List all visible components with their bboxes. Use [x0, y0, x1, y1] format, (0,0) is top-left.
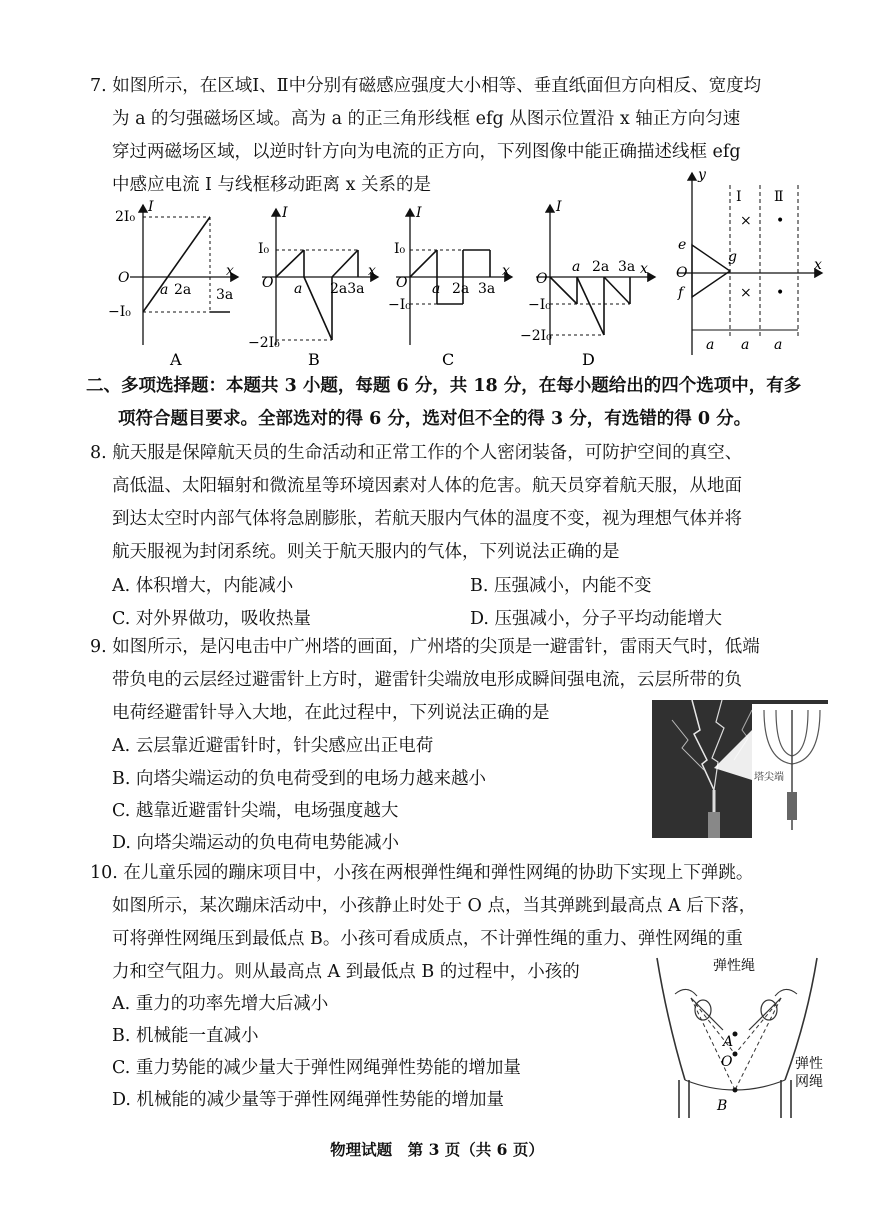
graph-c-tick-3a: 3a	[478, 281, 496, 297]
graph-a-option-label: A	[170, 350, 182, 369]
q9-option-b[interactable]: B. 向塔尖端运动的负电荷受到的电场力越来越小	[112, 769, 486, 789]
q10-option-c[interactable]: C. 重力势能的减少量大于弹性网绳弹性势能的增加量	[112, 1058, 521, 1078]
field-cross-bottom: ×	[740, 285, 752, 301]
graph-b	[248, 205, 378, 369]
graph-a-axis-x: x	[226, 263, 234, 279]
q10-option-a[interactable]: A. 重力的功率先增大后减小	[112, 994, 329, 1014]
q7-line-1: 7. 如图所示，在区域Ⅰ、Ⅱ中分别有磁感应强度大小相等、垂直纸面但方向相反、宽度均	[90, 76, 762, 96]
figure-point-b: B	[717, 1098, 728, 1114]
graph-d-axis-x: x	[640, 261, 648, 277]
q9-option-a[interactable]: A. 云层靠近避雷针时，针尖感应出正电荷	[112, 736, 434, 756]
graph-a-tick-3a: 3a	[216, 287, 234, 303]
field-width-a-1: a	[706, 337, 715, 353]
field-vertex-f: f	[678, 285, 684, 301]
figure-label-elastic-rope: 弹性绳	[713, 958, 755, 974]
section-2-header	[86, 370, 830, 436]
figure-label-net-2: 网绳	[795, 1074, 823, 1090]
field-region-2: Ⅱ	[774, 189, 784, 205]
field-width-a-3: a	[774, 337, 783, 353]
q9-option-d[interactable]: D. 向塔尖端运动的负电荷电势能减小	[112, 833, 400, 853]
q9-line-1: 9. 如图所示，是闪电击中广州塔的画面，广州塔的尖顶是一避雷针，雷雨天气时，低端	[90, 637, 760, 657]
graph-a-label-neg-i0: −I₀	[108, 304, 131, 320]
field-dot-top: •	[776, 213, 785, 229]
q7-field-diagram	[670, 165, 830, 365]
q10-option-d[interactable]: D. 机械能的减少量等于弹性网绳弹性势能的增加量	[112, 1090, 505, 1110]
graph-c-tick-a: a	[432, 281, 441, 297]
graph-c	[388, 205, 512, 369]
field-axis-y: y	[698, 167, 706, 183]
graph-a	[108, 199, 238, 369]
figure-point-a: A	[723, 1034, 734, 1050]
graph-d-tick-a: a	[572, 259, 581, 275]
q10-line-2: 如图所示，某次蹦床活动中，小孩静止时处于 O 点，当其弹跳到最高点 A 后下落，	[112, 896, 757, 916]
figure-point-o: O	[721, 1054, 733, 1070]
q8-option-b[interactable]: B. 压强减小，内能不变	[470, 576, 652, 596]
q9-line-3: 电荷经避雷针导入大地，在此过程中，下列说法正确的是	[112, 703, 550, 723]
graph-a-origin: O	[118, 270, 130, 286]
q8-line-4: 航天服视为封闭系统。则关于航天服内的气体，下列说法正确的是	[112, 542, 620, 562]
graph-d-origin: O	[536, 271, 548, 287]
graph-d-tick-2a: 2a	[592, 259, 610, 275]
graph-c-option-label: C	[442, 350, 455, 369]
q10-option-b[interactable]: B. 机械能一直减小	[112, 1026, 259, 1046]
graph-b-label-neg-2i0: −2I₀	[248, 335, 280, 351]
q7-line-2: 为 a 的匀强磁场区域。高为 a 的正三角形线框 efg 从图示位置沿 x 轴正方向匀速	[112, 109, 741, 129]
q10-line-4: 力和空气阻力。则从最高点 A 到最低点 B 的过程中，小孩的	[112, 962, 580, 982]
q8-option-d[interactable]: D. 压强减小，分子平均动能增大	[470, 609, 723, 629]
graph-a-tick-a: a	[160, 282, 169, 298]
field-cross-top: ×	[740, 213, 752, 229]
graph-c-axis-i: I	[416, 205, 422, 221]
photo-label-tower-tip: 塔尖端	[754, 772, 784, 783]
figure-label-net-1: 弹性	[795, 1056, 823, 1072]
field-vertex-e: e	[678, 237, 687, 253]
q9-line-2: 带负电的云层经过避雷针上方时，避雷针尖端放电形成瞬间强电流，云层所带的负	[112, 670, 742, 690]
q9-option-c[interactable]: C. 越靠近避雷针尖端，电场强度越大	[112, 801, 399, 821]
trampoline-figure	[645, 950, 835, 1120]
section-2-line-2: 项符合题目要求。全部选对的得 6 分，选对但不全的得 3 分，有选错的得 0 分。	[118, 409, 752, 429]
graph-b-tick-a: a	[294, 281, 303, 297]
q8-option-c[interactable]: C. 对外界做功，吸收热量	[112, 609, 311, 629]
graph-d-label-neg-2i0: −2I₀	[520, 328, 552, 344]
graph-d-tick-3a: 3a	[618, 259, 636, 275]
graph-d-option-label: D	[582, 350, 595, 369]
q7-line-4: 中感应电流 I 与线框移动距离 x 关系的是	[112, 175, 432, 195]
field-axis-x: x	[814, 257, 822, 273]
q10-line-1: 10. 在儿童乐园的蹦床项目中，小孩在两根弹性绳和弹性网绳的协助下实现上下弹跳。	[90, 863, 754, 883]
graph-d	[520, 199, 655, 369]
field-origin: O	[676, 265, 688, 281]
q8-line-1: 8. 航天服是保障航天员的生命活动和正常工作的个人密闭装备，可防护空间的真空、	[90, 443, 743, 463]
graph-a-label-2i0: 2I₀	[115, 209, 136, 225]
section-2-line-1: 二、多项选择题：本题共 3 小题，每题 6 分，共 18 分，在每小题给出的四个选项中，有多	[86, 376, 802, 396]
q8-option-a[interactable]: A. 体积增大，内能减小	[112, 576, 294, 596]
q7-line-3: 穿过两磁场区域，以逆时针方向为电流的正方向，下列图像中能正确描述线框 efg	[112, 142, 741, 162]
graph-a-axis-i: I	[148, 199, 154, 215]
graph-c-label-neg-i0: −I₀	[388, 297, 411, 313]
graph-c-axis-x: x	[502, 263, 510, 279]
q8-line-2: 高低温、太阳辐射和微流星等环境因素对人体的危害。航天员穿着航天服，从地面	[112, 476, 742, 496]
page-footer: 物理试题 第 3 页（共 6 页）	[330, 1140, 544, 1159]
graph-b-axis-x: x	[368, 263, 376, 279]
question-8	[90, 437, 830, 569]
graph-b-origin: O	[262, 275, 274, 291]
field-dot-bottom: •	[776, 285, 785, 301]
graph-b-label-i0: I₀	[258, 241, 270, 257]
q10-line-3: 可将弹性网绳压到最低点 B。小孩可看成质点，不计弹性绳的重力、弹性网绳的重	[112, 929, 743, 949]
graph-b-option-label: B	[308, 350, 320, 369]
field-width-a-2: a	[741, 337, 750, 353]
graph-c-origin: O	[396, 275, 408, 291]
graph-c-tick-2a: 2a	[452, 281, 470, 297]
field-region-1: Ⅰ	[736, 189, 742, 205]
graph-c-label-i0: I₀	[394, 241, 406, 257]
graph-d-axis-i: I	[556, 199, 562, 215]
field-vertex-g: g	[728, 249, 737, 265]
q8-line-3: 到达太空时内部气体将急剧膨胀，若航天服内气体的温度不变，视为理想气体并将	[112, 509, 742, 529]
graph-d-label-neg-i0: −I₀	[528, 297, 551, 313]
graph-a-tick-2a: 2a	[174, 282, 192, 298]
graph-b-tick-2a3a: 2a3a	[330, 281, 365, 297]
graph-b-axis-i: I	[282, 205, 288, 221]
lightning-photo	[652, 700, 828, 838]
